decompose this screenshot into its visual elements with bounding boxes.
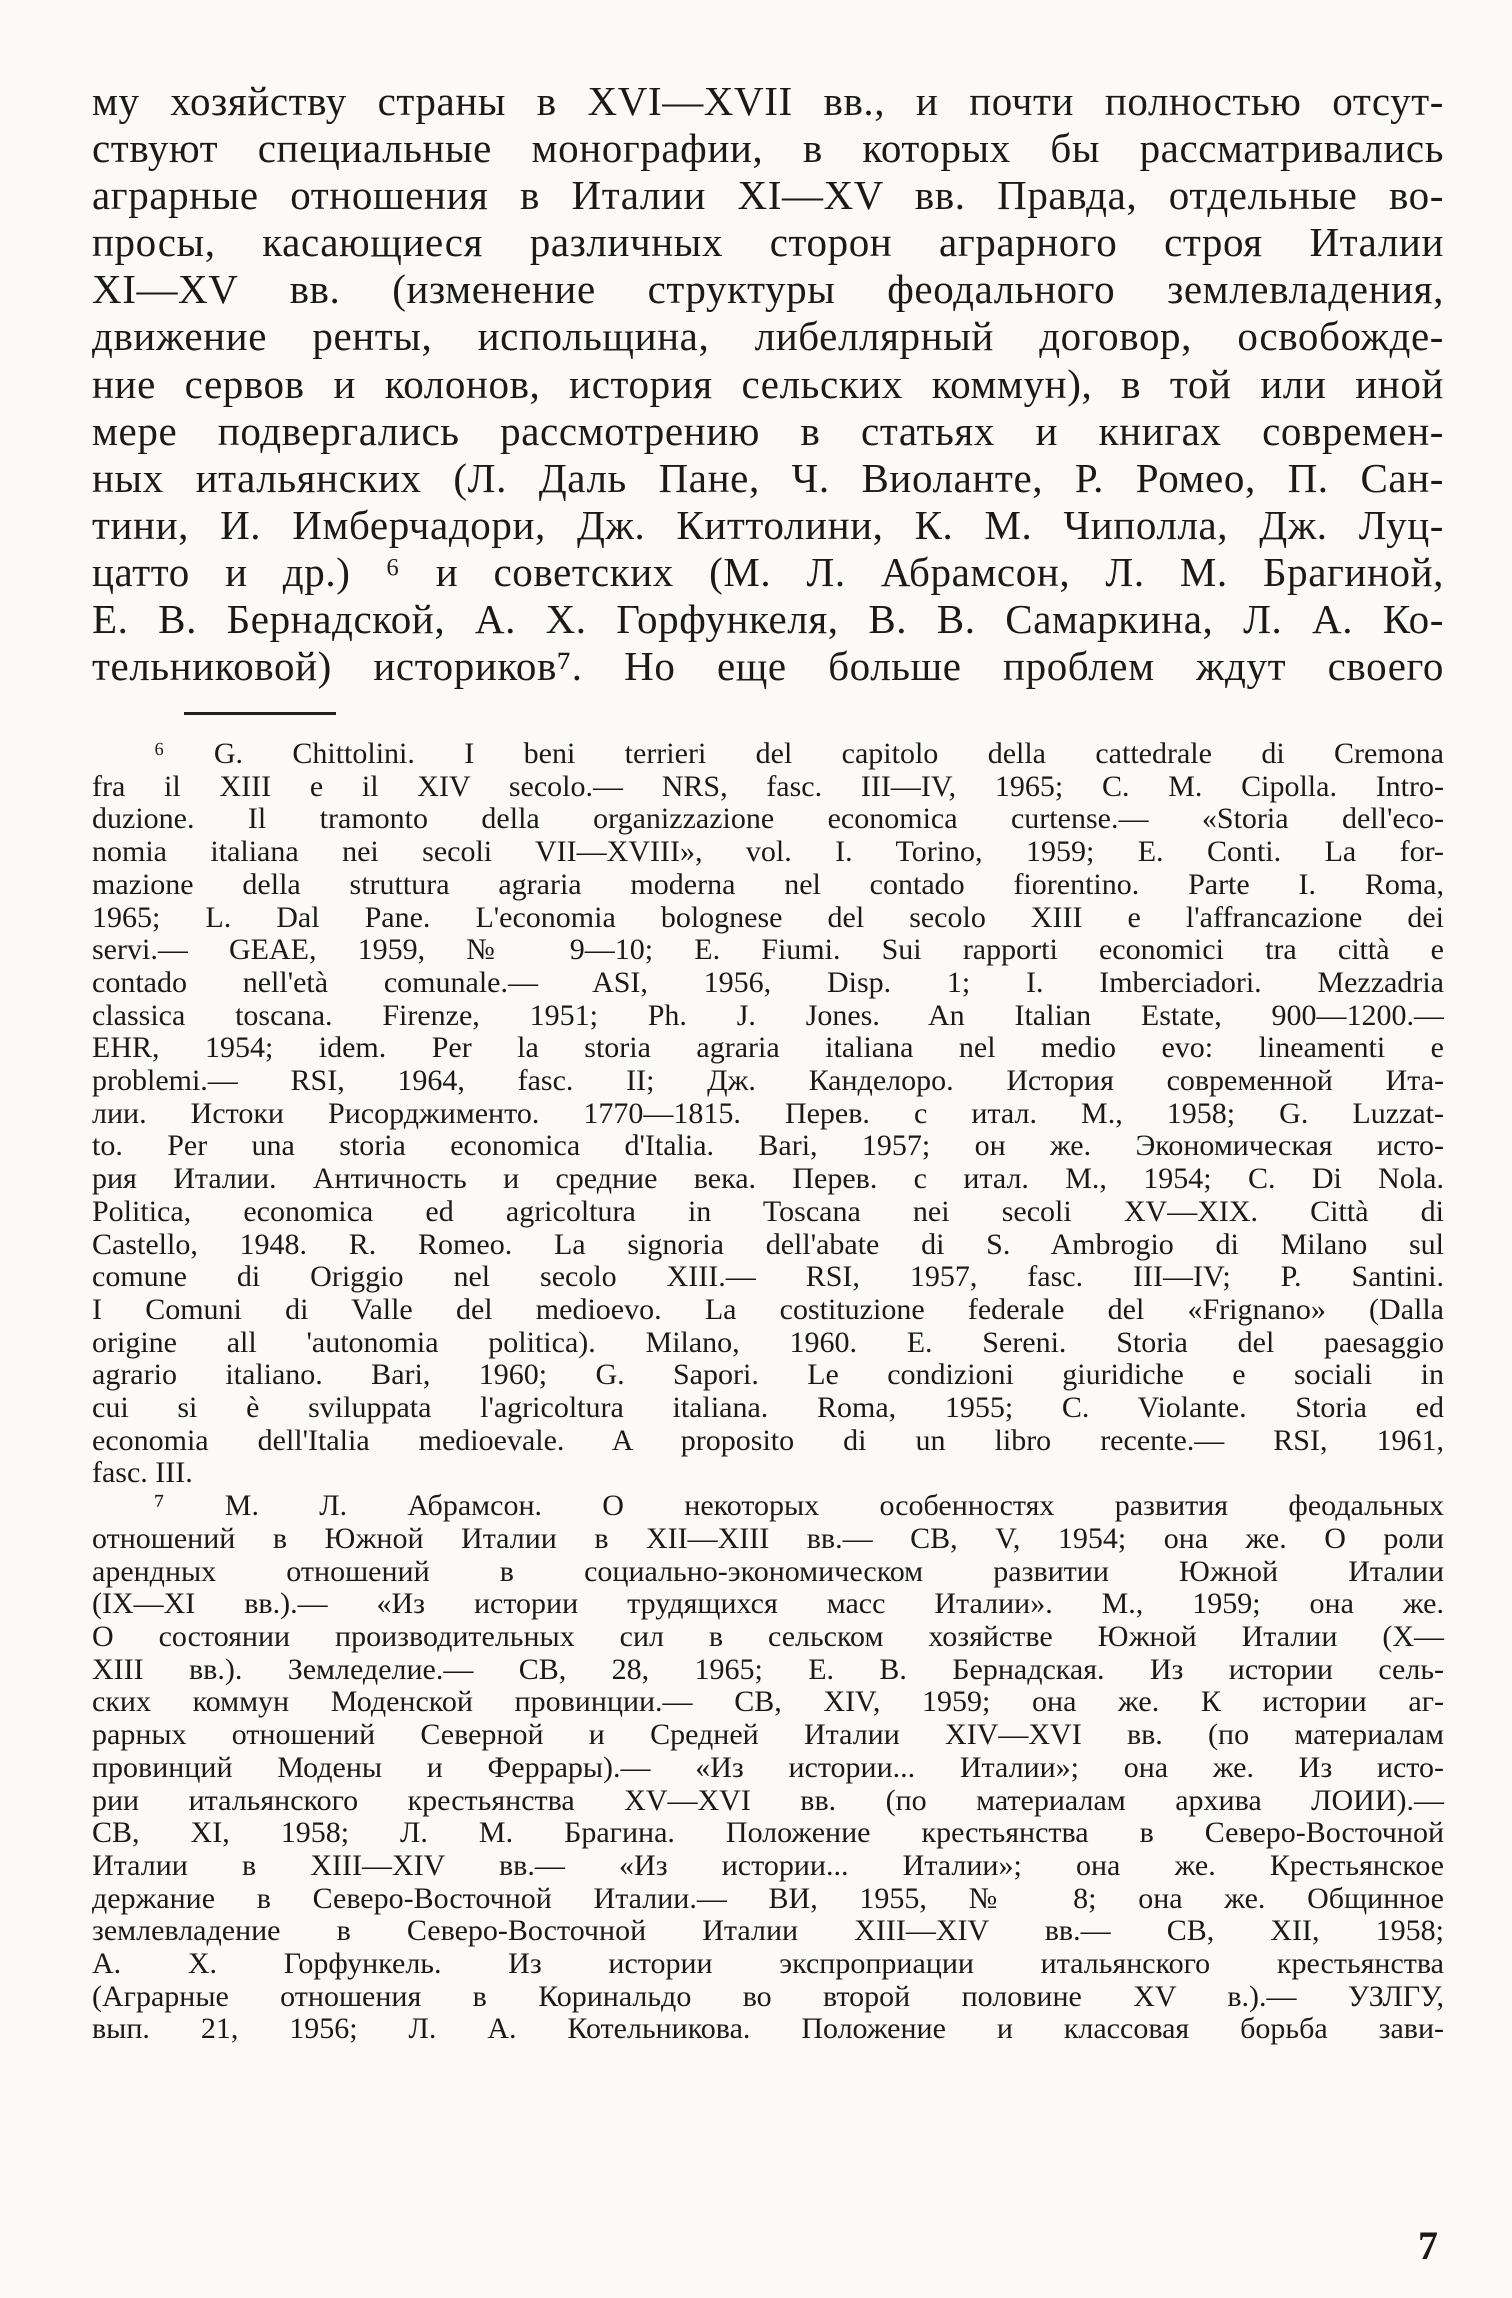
footnote-line: I Comuni di Valle del medioevo. La costituzione federale del «Frignano» (Dalla	[92, 1292, 1444, 1326]
footnote-line: (IX—XI вв.).— «Из истории трудящихся масс Италии». М., 1959; она же.	[92, 1587, 1444, 1621]
footnote-line: agrario italiano. Bari, 1960; G. Sapori. Le condizioni giuridiche e sociali in	[92, 1358, 1444, 1392]
footnote-line: рия Италии. Античность и средние века. Перев. с итал. М., 1954; C. Di Nola.	[92, 1162, 1444, 1196]
main-text-line: тини, И. Имберчадори, Дж. Киттолини, К. М. Чиполла, Дж. Луц-	[92, 501, 1444, 548]
footnote-line: EHR, 1954; idem. Per la storia agraria italiana nel medio evo: lineamenti e	[92, 1031, 1444, 1065]
main-text-line: ствуют специальные монографии, в которых бы рассматривались	[92, 125, 1444, 172]
footnote-line: провинций Модены и Феррары).— «Из истории... Италии»; она же. Из исто-	[92, 1750, 1444, 1784]
main-text-line: XI—XV вв. (изменение структуры феодального землевладения,	[92, 266, 1444, 313]
footnote-line: servi.— GEAE, 1959, № 9—10; E. Fiumi. Sui rapporti economici tra città e	[92, 933, 1444, 967]
footnote-line: contado nell'età comunale.— ASI, 1956, Disp. 1; I. Imberciadori. Mezzadria	[92, 965, 1444, 999]
footnote-line: рарных отношений Северной и Средней Италии XIV—XVI вв. (по материалам	[92, 1718, 1444, 1752]
footnote-line: XIII вв.). Земледелие.— СВ, 28, 1965; Е. В. Бернадская. Из истории сель-	[92, 1652, 1444, 1686]
footnote-line: problemi.— RSI, 1964, fasc. II; Дж. Канделоро. История современной Ита-	[92, 1064, 1444, 1098]
footnote-line: О состоянии производительных сил в сельском хозяйстве Южной Италии (X—	[92, 1619, 1444, 1653]
footnote-line: арендных отношений в социально-экономическом развитии Южной Италии	[92, 1554, 1444, 1588]
main-text-line: мере подвергались рассмотрению в статьях и книгах современ-	[92, 407, 1444, 454]
main-text-line: Е. В. Бернадской, А. Х. Горфункеля, В. В. Самаркина, Л. А. Ко-	[92, 596, 1444, 643]
footnote-line: ⁶ G. Chittolini. I beni terrieri del capitolo della cattedrale di Cremona	[154, 737, 1444, 770]
footnote-line: origine all 'autonomia politica). Milano, 1960. E. Sereni. Storia del paesaggio	[92, 1325, 1444, 1359]
footnote-line: classica toscana. Firenze, 1951; Ph. J. Jones. An Italian Estate, 900—1200.—	[92, 998, 1444, 1032]
main-text-line: му хозяйству страны в XVI—XVII вв., и почти полностью отсут-	[92, 78, 1444, 124]
footnote-line: cui si è sviluppata l'agricoltura italiana. Roma, 1955; C. Violante. Storia ed	[92, 1391, 1444, 1425]
footnote-line: 1965; L. Dal Pane. L'economia bolognese del secolo XIII e l'affrancazione dei	[92, 900, 1444, 934]
footnote-line: comune di Origgio nel secolo XIII.— RSI, 1957, fasc. III—IV; P. Santini.	[92, 1260, 1444, 1294]
footnote-line: ⁷ М. Л. Абрамсон. О некоторых особенностях развития феодальных	[154, 1489, 1444, 1523]
footnote-line: ских коммун Моденской провинции.— СВ, XIV, 1959; она же. К истории аг-	[92, 1685, 1444, 1719]
footnote-line: (Аграрные отношения в Коринальдо во второй половине XV в.).— УЗЛГУ,	[92, 1979, 1444, 2013]
page-number: 7	[1418, 2223, 1438, 2268]
footnote-line: А. Х. Горфункель. Из истории экспроприации итальянского крестьянства	[92, 1947, 1444, 1981]
footnote-line: fra il XIII e il XIV secolo.— NRS, fasc. III—IV, 1965; C. M. Cipolla. Intro-	[92, 769, 1444, 803]
footnote-line: Castello, 1948. R. Romeo. La signoria dell'abate di S. Ambrogio di Milano sul	[92, 1227, 1444, 1261]
main-text-line: движение ренты, испольщина, либеллярный договор, освобожде-	[92, 313, 1444, 360]
footnotes	[92, 738, 1444, 2046]
footnote-line: duzione. Il tramonto della organizzazione economica curtense.— «Storia dell'eco-	[92, 802, 1444, 836]
main-text-line: тельниковой) историков⁷. Но еще больше проблем ждут своего	[92, 643, 1444, 690]
main-text	[92, 78, 1444, 690]
footnote-6	[92, 738, 1444, 1490]
footnote-line: СВ, XI, 1958; Л. М. Брагина. Положение крестьянства в Северо-Восточной	[92, 1816, 1444, 1850]
footnote-line: fasc. III.	[92, 1456, 193, 1490]
main-text-line: цатто и др.) ⁶ и советских (М. Л. Абрамсон, Л. М. Брагиной,	[92, 548, 1444, 595]
footnote-line: держание в Северо-Восточной Италии.— ВИ, 1955, № 8; она же. Общинное	[92, 1881, 1444, 1915]
footnote-line: economia dell'Italia medioevale. A proposito di un libro recente.— RSI, 1961,	[92, 1423, 1444, 1457]
footnote-line: to. Per una storia economica d'Italia. Bari, 1957; он же. Экономическая исто-	[92, 1129, 1444, 1163]
footnote-line: землевладение в Северо-Восточной Италии XIII—XIV вв.— СВ, XII, 1958;	[92, 1914, 1444, 1948]
footnote-line: Италии в XIII—XIV вв.— «Из истории... Италии»; она же. Крестьянское	[92, 1848, 1444, 1882]
main-text-line: ние сервов и колонов, история сельских коммун), в той или иной	[92, 360, 1444, 407]
footnote-line: лии. Истоки Рисорджименто. 1770—1815. Перев. с итал. М., 1958; G. Luzzat-	[92, 1096, 1444, 1130]
footnote-separator	[184, 712, 336, 715]
footnote-line: mazione della struttura agraria moderna nel contado fiorentino. Parte I. Roma,	[92, 867, 1444, 901]
footnote-line: отношений в Южной Италии в XII—XIII вв.— СВ, V, 1954; она же. О роли	[92, 1521, 1444, 1555]
footnote-line: рии итальянского крестьянства XV—XVI вв. (по материалам архива ЛОИИ).—	[92, 1783, 1444, 1817]
main-text-line: аграрные отношения в Италии XI—XV вв. Правда, отдельные во-	[92, 172, 1444, 219]
footnote-line: Politica, economica ed agricoltura in Toscana nei secoli XV—XIX. Città di	[92, 1194, 1444, 1228]
footnote-line: nomia italiana nei secoli VII—XVIII», vol. I. Torino, 1959; E. Conti. La for-	[92, 835, 1444, 869]
main-text-line: ных итальянских (Л. Даль Пане, Ч. Виоланте, Р. Ромео, П. Сан-	[92, 454, 1444, 501]
footnote-line: вып. 21, 1956; Л. А. Котельникова. Положение и классовая борьба зави-	[92, 2012, 1444, 2046]
footnote-7	[92, 1490, 1444, 2046]
main-text-line: просы, касающиеся различных сторон аграрного строя Италии	[92, 219, 1444, 266]
